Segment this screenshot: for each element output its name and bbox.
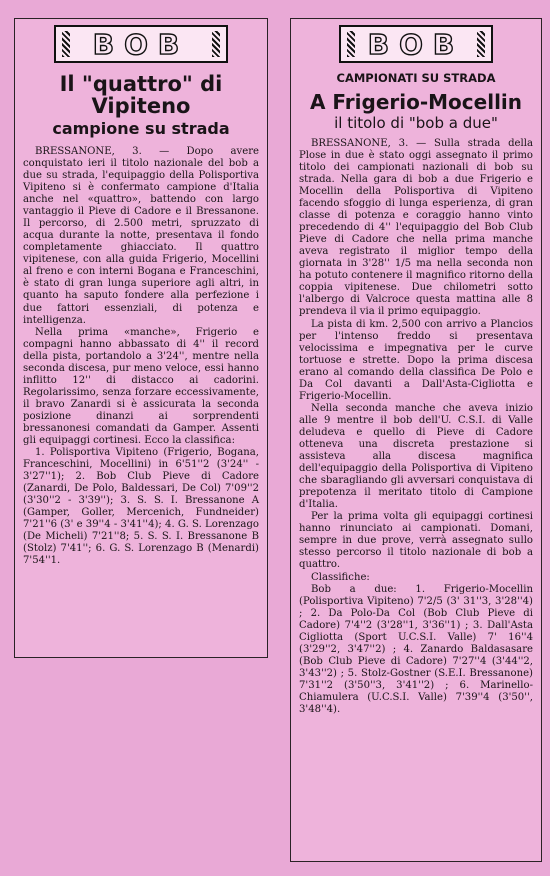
left-bob-banner: BOB <box>54 25 228 63</box>
left-subheadline: campione su strada <box>52 119 230 139</box>
right-article-body <box>299 138 533 716</box>
right-paragraph: La pista di km. 2,500 con arrivo a Plancios per l'intenso freddo si presentava velocissima e impegnativa per le curve tortuose e strette. Dopo la prima discesa erano al comando della classifica De Polo e Da Col davanti a Dall'Asta-Cigliotta e Frigerio-Mocellin. <box>299 318 533 402</box>
left-paragraph: Nella prima «manche», Frigerio e compagni hanno abbassato di 4'' il record della pista, portandolo a 3'24'', mentre nella seconda discesa, pur meno veloce, essi hanno inflitto 12'' di distacco ai cadorini. Regolarissimo, senza forzare eccessivamente, il bravo Zanardi si è assicurata la seconda posizione dinanzi ai sorprendenti bressanonesi comandati da Gamper. Assenti gli equipaggi cortinesi. Ecco la classifica: <box>23 326 259 447</box>
left-paragraph: BRESSANONE, 3. — Dopo avere conquistato ieri il titolo nazionale del bob a due su strada, l'equipaggio della Polisportiva Vipiteno si è confermato campione d'Italia anche nel «quattro», battendo con largo vantaggio il Pieve di Cadore e il Bressanone. Il percorso, di 2.500 metri, spruzzato di acqua durante la notte, presentava il fondo completamente ghiacciato. Il quattro vipitenese, con alla guida Frigerio, Mocellini al freno e con interni Bogana e Franceschini, è stato di gran lunga superiore agli altri, in quanto ha saputo fondere alla perfezione i due fattori essenziali, di potenza e intelligenza. <box>23 145 259 326</box>
right-classifiche-label: Classifiche: <box>311 571 370 583</box>
right-subheadline: il titolo di "bob a due" <box>334 114 498 133</box>
left-results: 1. Polisportiva Vipiteno (Frigerio, Bogana, Franceschini, Mocellini) in 6'51''2 (3'24'' - 3'27''1); 2. Bob Club Pieve di Cadore (Zanardi, De Polo, Baldessari, De Col) 7'09''2 (3'30''2 - 3'39''); 3. S. S. I. Bressanone A (Gamper, Goller, Mercenich, Fundneider) 7'21''6 (3' e 39''4 - 3'41''4); 4. G. S. Lorenzago (De Micheli) 7'21''8; 5. S. S. I. Bressanone B (Stolz) 7'41''; 6. G. S. Lorenzago B (Menardi) 7'54''1. <box>23 447 259 567</box>
right-paragraph: Per la prima volta gli equipaggi cortinesi hanno rinunciato ai campionati. Domani, sempre in due prove, verrà assegnato sullo stesso percorso il titolo nazionale di bob a quattro. <box>299 511 533 571</box>
right-bob-banner: BOB <box>339 25 493 63</box>
right-kicker: CAMPIONATI SU STRADA <box>336 71 496 85</box>
left-article-body <box>23 146 259 568</box>
right-paragraph: Nella seconda manche che aveva inizio alle 9 mentre il bob dell'U. C.S.I. di Valle deludeva e quello di Pieve di Cadore otteneva una discreta prestazione si assisteva alla discesa magnifica dell'equipaggio della Polisportiva di Vipiteno che sbaragliando gli avversari conquistava di prepotenza il meritato titolo di Campione d'Italia. <box>299 402 533 511</box>
right-results: Bob a due: 1. Frigerio-Mocellin (Polisportiva Vipiteno) 7'2/5 (3' 31''3, 3'28''4) ; 2. Da Polo-Da Col (Bob Club Pieve di Cadore) 7'4''2 (3'28''1, 3'36''1) ; 3. Dall'Asta Cigliotta (Sport U.C.S.I. Valle) 7' 16''4 (3'29''2, 3'47''2) ; 4. Zanardo Baldasasare (Bob Club Pieve di Cadore) 7'27''4 (3'44''2, 3'43''2) ; 5. Stolz-Gostner (S.E.I. Bressanone) 7'31''2 (3'50''3, 3'41''2) ; 6. Marinello-Chiamulera (U.C.S.I. Valle) 7'39''4 (3'50'', 3'48''4). <box>299 583 533 716</box>
left-headline: Il "quattro" di Vipiteno <box>59 72 223 119</box>
right-article <box>290 18 542 862</box>
right-headline: A Frigerio-Mocellin <box>309 90 523 115</box>
left-article <box>14 18 268 658</box>
right-paragraph: BRESSANONE, 3. — Sulla strada della Plose in due è stato oggi assegnato il primo titolo dei campionati nazionali di bob su strada. Nella gara di bob a due Frigerio e Mocellin della Polisportiva di Vipiteno facendo sfoggio di lunga esperienza, di gran classe di potenza e coraggio hanno vinto precedendo di 4'' l'equipaggio del Bob Club Pieve di Cadore che nella prima manche aveva registrato il miglior tempo della giornata in 3'28'' 1/5 ma nella seconda non ha potuto contenere il magnifico ritorno della coppia vipitenese. Due chilometri sotto l'albergo di Valcroce questa mattina alle 8 prendeva il via il primo equipaggio. <box>299 137 533 318</box>
